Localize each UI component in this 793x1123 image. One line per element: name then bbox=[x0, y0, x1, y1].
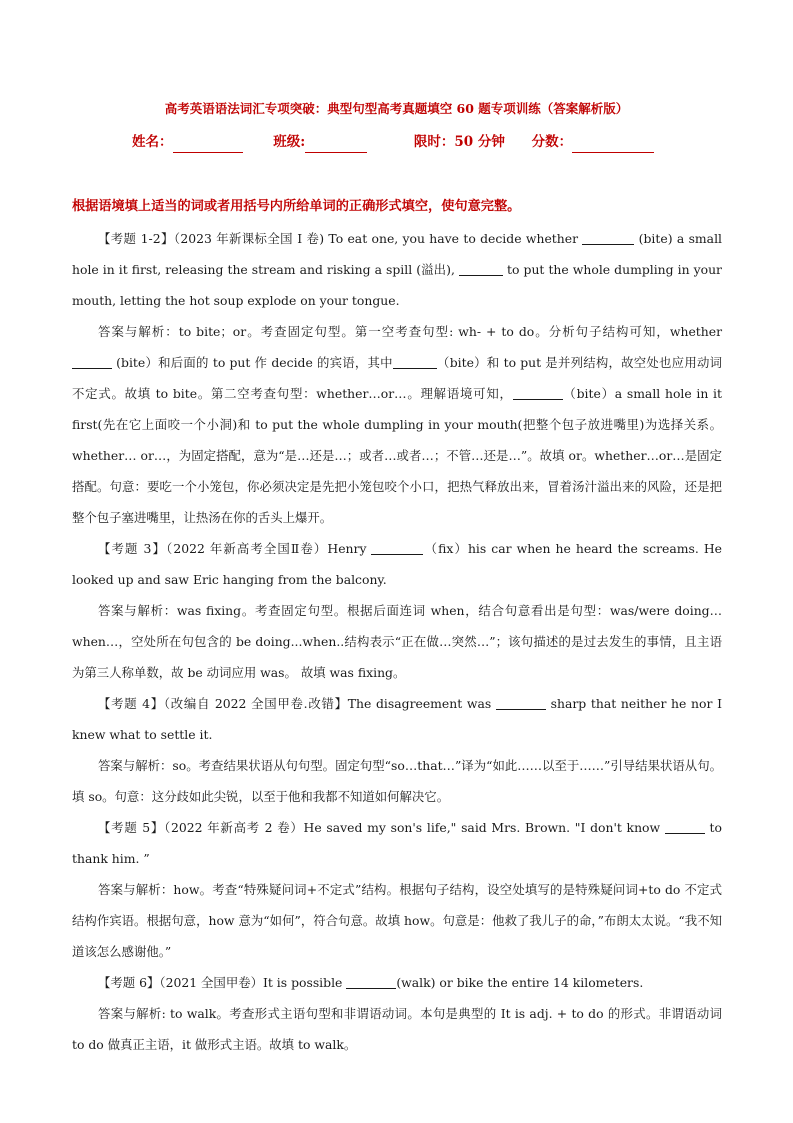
answer-blank bbox=[371, 540, 423, 555]
question-4 bbox=[72, 688, 722, 750]
q5-text-b: to thank him. ” bbox=[72, 820, 722, 866]
answer-blank bbox=[346, 974, 396, 989]
q4-text-b: sharp that neither he nor I knew what to settle it. bbox=[72, 696, 722, 742]
answer-blank bbox=[513, 385, 563, 400]
class-blank bbox=[305, 137, 367, 153]
time-limit-field bbox=[414, 131, 505, 153]
name-blank bbox=[173, 137, 243, 153]
answer-3: 答案与解析：was fixing。考查固定句型。根据后面连词 when，结合句意看出是句型：was/were doing… when…，空处所在句包含的 be doing...when..结构表示“正在做…突然…”；该句描述的是过去发生的事情，且主语为第三人称单数，故 be 动词应用 was。 故填 was fixing。 bbox=[72, 603, 722, 680]
question-1-2 bbox=[72, 223, 722, 316]
q3-text-a: 【考题 3】（2022 年新高考全国Ⅱ卷）Henry bbox=[98, 541, 372, 556]
score-blank bbox=[572, 137, 654, 153]
answer-blank bbox=[72, 354, 112, 369]
q3-text-b: （fix）his car when he heard the screams. He looked up and saw Eric hanging from the balcony. bbox=[72, 541, 722, 587]
instruction: 根据语境填上适当的词或者用括号内所给单词的正确形式填空，使句意完整。 bbox=[72, 199, 521, 214]
answer-blank bbox=[496, 695, 546, 710]
a1-text-d: （bite）a small hole in it first(先在它上面咬一个小洞)和 to put the whole dumpling in your mouth(把整个包子放进嘴里)为选择关系。whether… or…，为固定搭配，意为“是…还是…；或者…或者…；不管…还是…”。故填 or。whether…or…是固定搭配。句意：要吃一个小笼包，你必须决定是先把小笼包咬个小口，把热气释放出来，冒着汤汁溢出来的风险，还是把整个包子塞进嘴里，让热汤在你的舌头上爆开。 bbox=[72, 386, 723, 525]
q1-text-b: (bite) a small hole in it first, releasing the stream and risking a spill (溢出), bbox=[72, 231, 722, 277]
document-title: 高考英语语法词汇专项突破：典型句型高考真题填空 60 题专项训练（答案解析版） bbox=[164, 101, 629, 116]
score-label: 分数： bbox=[531, 134, 573, 150]
score-field bbox=[532, 131, 655, 153]
q1-text-c: to put the whole dumpling in your mouth, letting the hot soup explode on your tongue. bbox=[72, 262, 722, 308]
answer-1-2 bbox=[72, 316, 722, 533]
question-5 bbox=[72, 812, 722, 874]
question-list bbox=[72, 223, 722, 1060]
a1-text-c: （bite）和 to put 是并列结构，故空处也应用动词不定式。故填 to bite。第二空考查句型：whether…or…。理解语境可知， bbox=[72, 355, 722, 401]
question-6 bbox=[72, 967, 722, 998]
q5-text-a: 【考题 5】（2022 年新高考 2 卷）He saved my son's life," said Mrs. Brown. "I don't know bbox=[98, 820, 665, 835]
class-field bbox=[273, 131, 367, 153]
answer-blank bbox=[665, 819, 705, 834]
answer-4: 答案与解析：so。考查结果状语从句句型。固定句型“so…that…”译为“如此……以至于……”引导结果状语从句。填 so。句意：这分歧如此尖锐，以至于他和我都不知道如何解决它。 bbox=[72, 758, 722, 804]
name-label: 姓名： bbox=[132, 134, 173, 150]
answer-blank bbox=[393, 354, 437, 369]
a1-text-b: (bite）和后面的 to put 作 decide 的宾语，其中 bbox=[112, 355, 393, 370]
q1-text-a: 【考题 1-2】（2023 年新课标全国 I 卷) To eat one, you have to decide whether bbox=[98, 231, 583, 246]
answer-blank bbox=[459, 261, 503, 276]
q6-text-a: 【考题 6】（2021 全国甲卷）It is possible bbox=[98, 975, 347, 990]
answer-blank bbox=[582, 230, 634, 245]
answer-6: 答案与解析: to walk。考查形式主语句型和非谓语动词。本句是典型的 It is adj. + to do 的形式。非谓语动词 to do 做真正主语，it 做形式主语。故填 to walk。 bbox=[72, 1006, 722, 1052]
question-3 bbox=[72, 533, 722, 595]
q4-text-a: 【考题 4】（改编自 2022 全国甲卷.改错】The disagreement was bbox=[98, 696, 496, 711]
class-label: 班级: bbox=[273, 134, 306, 150]
name-field bbox=[132, 131, 243, 153]
a1-text-a: 答案与解析：to bite；or。考查固定句型。第一空考查句型: wh- + to do。分析句子结构可知，whether bbox=[98, 324, 722, 339]
student-info-row bbox=[132, 131, 680, 153]
answer-5: 答案与解析：how。考查“特殊疑问词+不定式”结构。根据句子结构，设空处填写的是特殊疑问词+to do 不定式结构作宾语。根据句意，how 意为“如何”，符合句意。故填 how。句意是：他救了我儿子的命，”布朗太太说。“我不知道该怎么感谢他。” bbox=[72, 882, 722, 959]
q6-text-b: (walk) or bike the entire 14 kilometers. bbox=[396, 975, 644, 990]
time-limit-label: 限时：50 分钟 bbox=[413, 134, 505, 150]
